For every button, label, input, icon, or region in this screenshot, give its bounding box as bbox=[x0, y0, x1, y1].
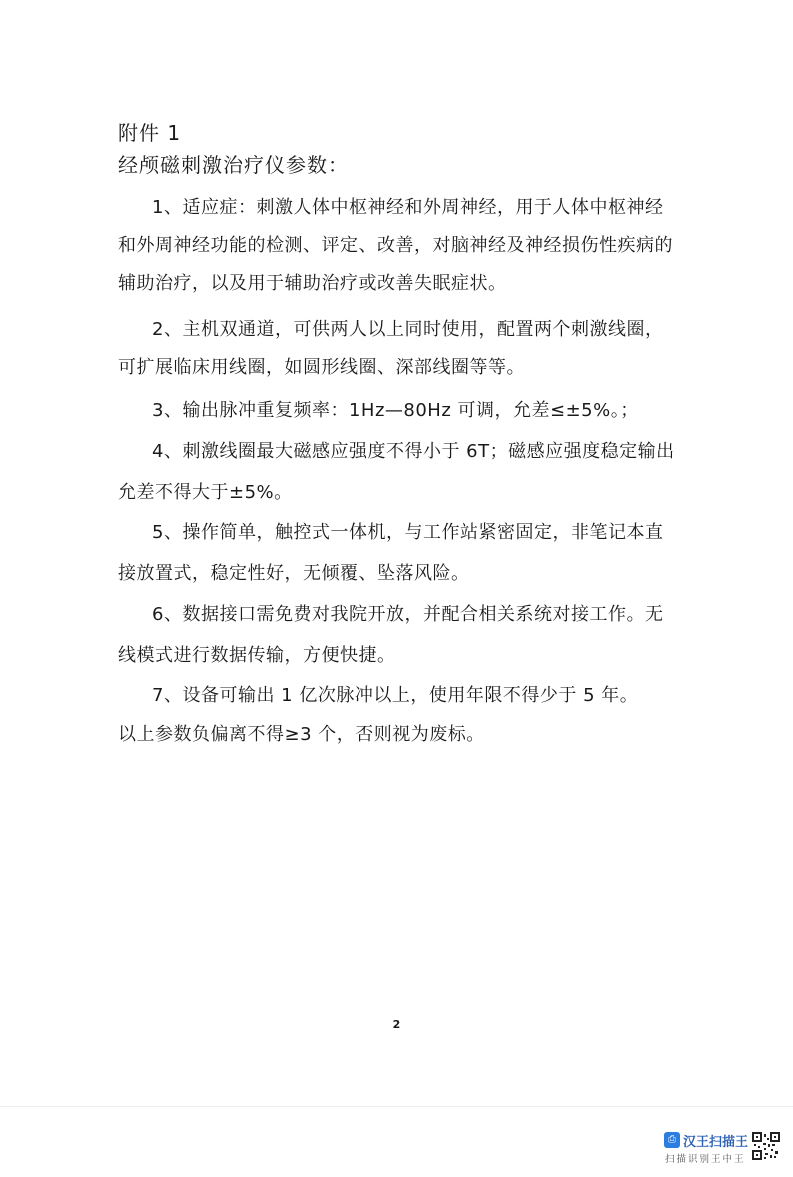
scanner-logo-icon: ⎙ bbox=[664, 1132, 680, 1148]
paragraph-line: 6、数据接口需免费对我院开放，并配合相关系统对接工作。无 bbox=[152, 604, 664, 625]
paragraph-line: 4、刺激线圈最大磁感应强度不得小于 6T；磁感应强度稳定输出 bbox=[152, 441, 675, 462]
paragraph-line: 线模式进行数据传输，方便快捷。 bbox=[118, 645, 396, 666]
watermark-slogan: 扫描识别王中王 bbox=[665, 1154, 746, 1165]
paragraph-line: 接放置式，稳定性好，无倾覆、坠落风险。 bbox=[118, 563, 470, 584]
paragraph-line: 5、操作简单，触控式一体机，与工作站紧密固定，非笔记本直 bbox=[152, 522, 664, 543]
paragraph-line: 可扩展临床用线圈，如圆形线圈、深部线圈等等。 bbox=[118, 357, 525, 378]
document-title: 经颅磁刺激治疗仪参数： bbox=[118, 153, 349, 177]
closing-line: 以上参数负偏离不得≥3 个，否则视为废标。 bbox=[118, 724, 485, 745]
page-number: 2 bbox=[392, 1018, 401, 1031]
paragraph-line: 辅助治疗，以及用于辅助治疗或改善失眠症状。 bbox=[118, 273, 507, 294]
scanner-watermark bbox=[664, 1132, 784, 1166]
paragraph-line: 2、主机双通道，可供两人以上同时使用，配置两个刺激线圈， bbox=[152, 319, 664, 340]
qr-code-icon bbox=[752, 1132, 780, 1160]
paragraph-line: 1、适应症：刺激人体中枢神经和外周神经，用于人体中枢神经 bbox=[152, 197, 664, 218]
paragraph-line: 3、输出脉冲重复频率：1Hz—80Hz 可调，允差≤±5%。； bbox=[152, 400, 639, 421]
paragraph-line: 允差不得大于±5%。 bbox=[118, 482, 293, 503]
paragraph-line: 和外周神经功能的检测、评定、改善，对脑神经及神经损伤性疾病的 bbox=[118, 235, 673, 256]
footer-divider bbox=[0, 1106, 793, 1107]
watermark-brand: 汉王扫描王 bbox=[683, 1135, 749, 1150]
paragraph-line: 7、设备可输出 1 亿次脉冲以上，使用年限不得少于 5 年。 bbox=[152, 685, 639, 706]
attachment-label: 附件 1 bbox=[118, 121, 182, 145]
